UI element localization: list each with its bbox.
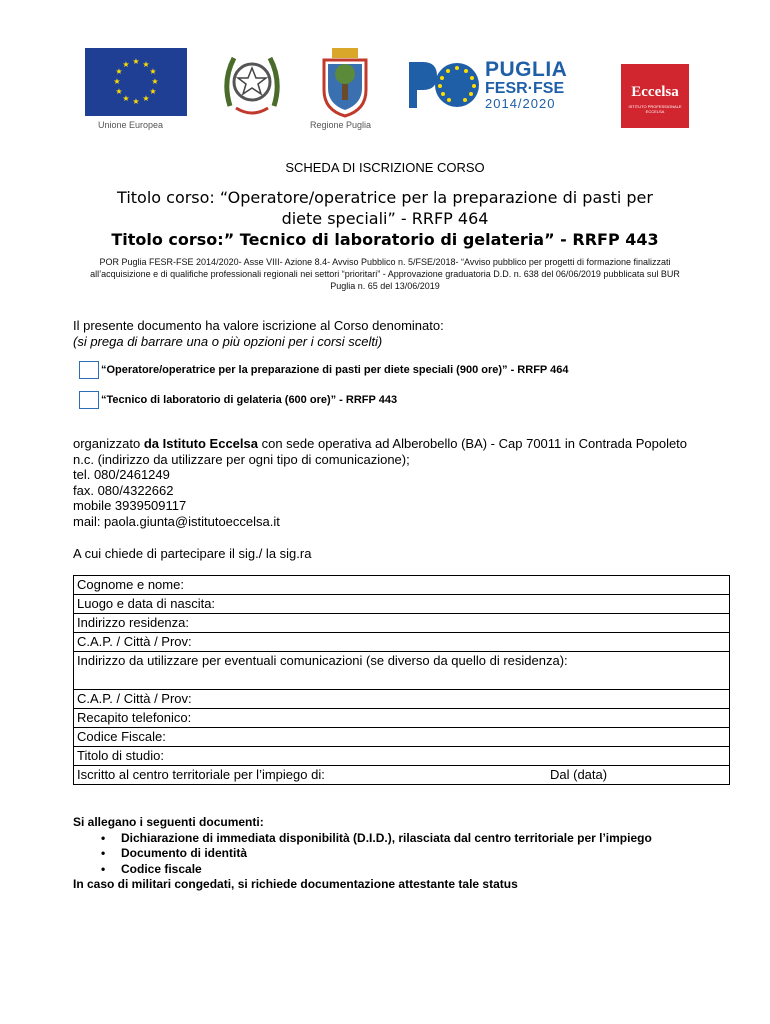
regione-puglia-logo xyxy=(318,44,372,120)
organizer-address xyxy=(73,436,703,467)
course-title-line-3: Titolo corso:” Tecnico di laboratorio di gelateria” - RRFP 443 xyxy=(111,230,659,249)
intro-text: Il presente documento ha valore iscrizione al Corso denominato: xyxy=(73,318,444,333)
form-row[interactable] xyxy=(74,766,730,785)
eu-caption: Unione Europea xyxy=(98,120,164,130)
por-line-2: FESR·FSE xyxy=(485,80,565,97)
eccelsa-logo-subtitle: ISTITUTO PROFESSIONALE ECCELSA xyxy=(628,104,682,114)
document-subject: SCHEDA DI ISCRIZIONE CORSO xyxy=(285,160,485,175)
organizer-prefix: organizzato xyxy=(73,436,144,451)
form-field-cap-2[interactable]: C.A.P. / Città / Prov: xyxy=(74,690,730,709)
form-field-name[interactable]: Cognome e nome: xyxy=(74,576,730,595)
svg-text:★: ★ xyxy=(115,87,123,96)
organizer-name: da Istituto Eccelsa xyxy=(143,436,258,451)
course-option-443[interactable] xyxy=(79,391,397,409)
svg-text:★: ★ xyxy=(142,94,150,103)
form-field-cap[interactable]: C.A.P. / Città / Prov: xyxy=(74,633,730,652)
list-item: • Dichiarazione di immediata disponibilità (D.I.D.), rilasciata dal centro territoriale per l’impiego xyxy=(101,831,713,847)
applicant-form-table xyxy=(73,575,730,785)
svg-text:★: ★ xyxy=(142,60,150,69)
attached-documents xyxy=(73,815,713,893)
form-row[interactable] xyxy=(74,633,730,652)
organizer-address-rest: con sede operativa ad Alberobello (BA) - Cap 70011 in Contrada Popoleto n.c. (indirizzo da utilizzare per ogni tipo di comunicazione); xyxy=(73,436,688,467)
svg-text:★: ★ xyxy=(122,60,130,69)
course-option-464[interactable] xyxy=(79,361,568,379)
participation-request: A cui chiede di partecipare il sig./ la sig.ra xyxy=(73,546,312,561)
form-field-birth[interactable]: Luogo e data di nascita: xyxy=(74,595,730,614)
svg-text:★: ★ xyxy=(122,94,130,103)
list-item: • Documento di identità xyxy=(101,846,713,862)
organizer-block xyxy=(73,436,703,529)
date-label: Dal (data) xyxy=(550,767,608,782)
organizer-fax: fax. 080/4322662 xyxy=(73,482,174,498)
eu-flag-logo xyxy=(85,48,187,116)
emblem-icon xyxy=(220,46,284,122)
svg-text:★: ★ xyxy=(149,87,157,96)
course-option-label: “Tecnico di laboratorio di gelateria (600 ore)” - RRFP 443 xyxy=(101,394,398,406)
organizer-mobile: mobile 3939509117 xyxy=(73,498,187,513)
svg-text:★: ★ xyxy=(151,77,159,86)
form-row[interactable] xyxy=(74,614,730,633)
por-puglia-logo xyxy=(405,58,581,112)
svg-text:★: ★ xyxy=(113,77,121,86)
puglia-crest-icon xyxy=(318,44,372,120)
form-row[interactable] xyxy=(74,709,730,728)
course-option-label: “Operatore/operatrice per la preparazione di pasti per diete speciali (900 ore)” - RRFP 464 xyxy=(101,364,569,376)
form-row[interactable] xyxy=(74,576,730,595)
form-field-phone[interactable]: Recapito telefonico: xyxy=(74,709,730,728)
form-row[interactable] xyxy=(74,652,730,690)
eu-stars-icon xyxy=(85,48,187,116)
eccelsa-logo-text: Eccelsa xyxy=(631,84,679,100)
documents-heading: Si allegano i seguenti documenti: xyxy=(73,815,264,829)
organizer-mail: mail: paola.giunta@istitutoeccelsa.it xyxy=(73,513,280,529)
eccelsa-logo xyxy=(621,64,689,128)
svg-text:★: ★ xyxy=(132,57,140,66)
regione-caption: Regione Puglia xyxy=(310,120,372,130)
svg-text:★: ★ xyxy=(115,67,123,76)
logo-strip xyxy=(0,44,770,136)
por-line-3: 2014/2020 xyxy=(485,96,556,111)
documents-list xyxy=(101,831,713,878)
form-row[interactable] xyxy=(74,595,730,614)
form-row[interactable] xyxy=(74,690,730,709)
form-row[interactable] xyxy=(74,728,730,747)
checkbox[interactable] xyxy=(79,361,99,379)
organizer-tel: tel. 080/2461249 xyxy=(73,467,170,482)
course-title-line-1: Titolo corso: “Operatore/operatrice per la preparazione di pasti per xyxy=(117,188,653,207)
form-field-address[interactable]: Indirizzo residenza: xyxy=(74,614,730,633)
funding-notes: POR Puglia FESR-FSE 2014/2020- Asse VIII- Azione 8.4- Avviso Pubblico n. 5/FSE/2018- “Avviso pubblico per progetti di formazione finalizzati all’acquisizione e di qualifiche professionali regionali nei settori “prioritari” - Approvazione graduatoria D.D. n. 638 del 06/06/2019 pubblicata sul BUR Puglia n. 65 del 13/06/2019 xyxy=(90,257,680,291)
form-row[interactable] xyxy=(74,747,730,766)
documents-footer: In caso di militari congedati, si richiede documentazione attestante tale status xyxy=(73,877,518,891)
italian-republic-emblem xyxy=(220,46,284,122)
form-field-employment-center[interactable] xyxy=(74,766,730,785)
form-field-comm-address[interactable]: Indirizzo da utilizzare per eventuali comunicazioni (se diverso da quello di residenza): xyxy=(74,652,730,690)
checkbox[interactable] xyxy=(79,391,99,409)
po-mark-icon xyxy=(405,58,485,112)
employment-center-label: Iscritto al centro territoriale per l’impiego di: xyxy=(77,767,325,782)
por-line-1: PUGLIA xyxy=(485,58,568,81)
svg-text:★: ★ xyxy=(149,67,157,76)
form-field-education[interactable]: Titolo di studio: xyxy=(74,747,730,766)
course-title-line-2: diete speciali” - RRFP 464 xyxy=(281,209,489,228)
svg-text:★: ★ xyxy=(132,97,140,106)
intro-note: (si prega di barrare una o più opzioni per i corsi scelti) xyxy=(73,334,383,349)
list-item: • Codice fiscale xyxy=(101,862,713,878)
form-field-tax-code[interactable]: Codice Fiscale: xyxy=(74,728,730,747)
